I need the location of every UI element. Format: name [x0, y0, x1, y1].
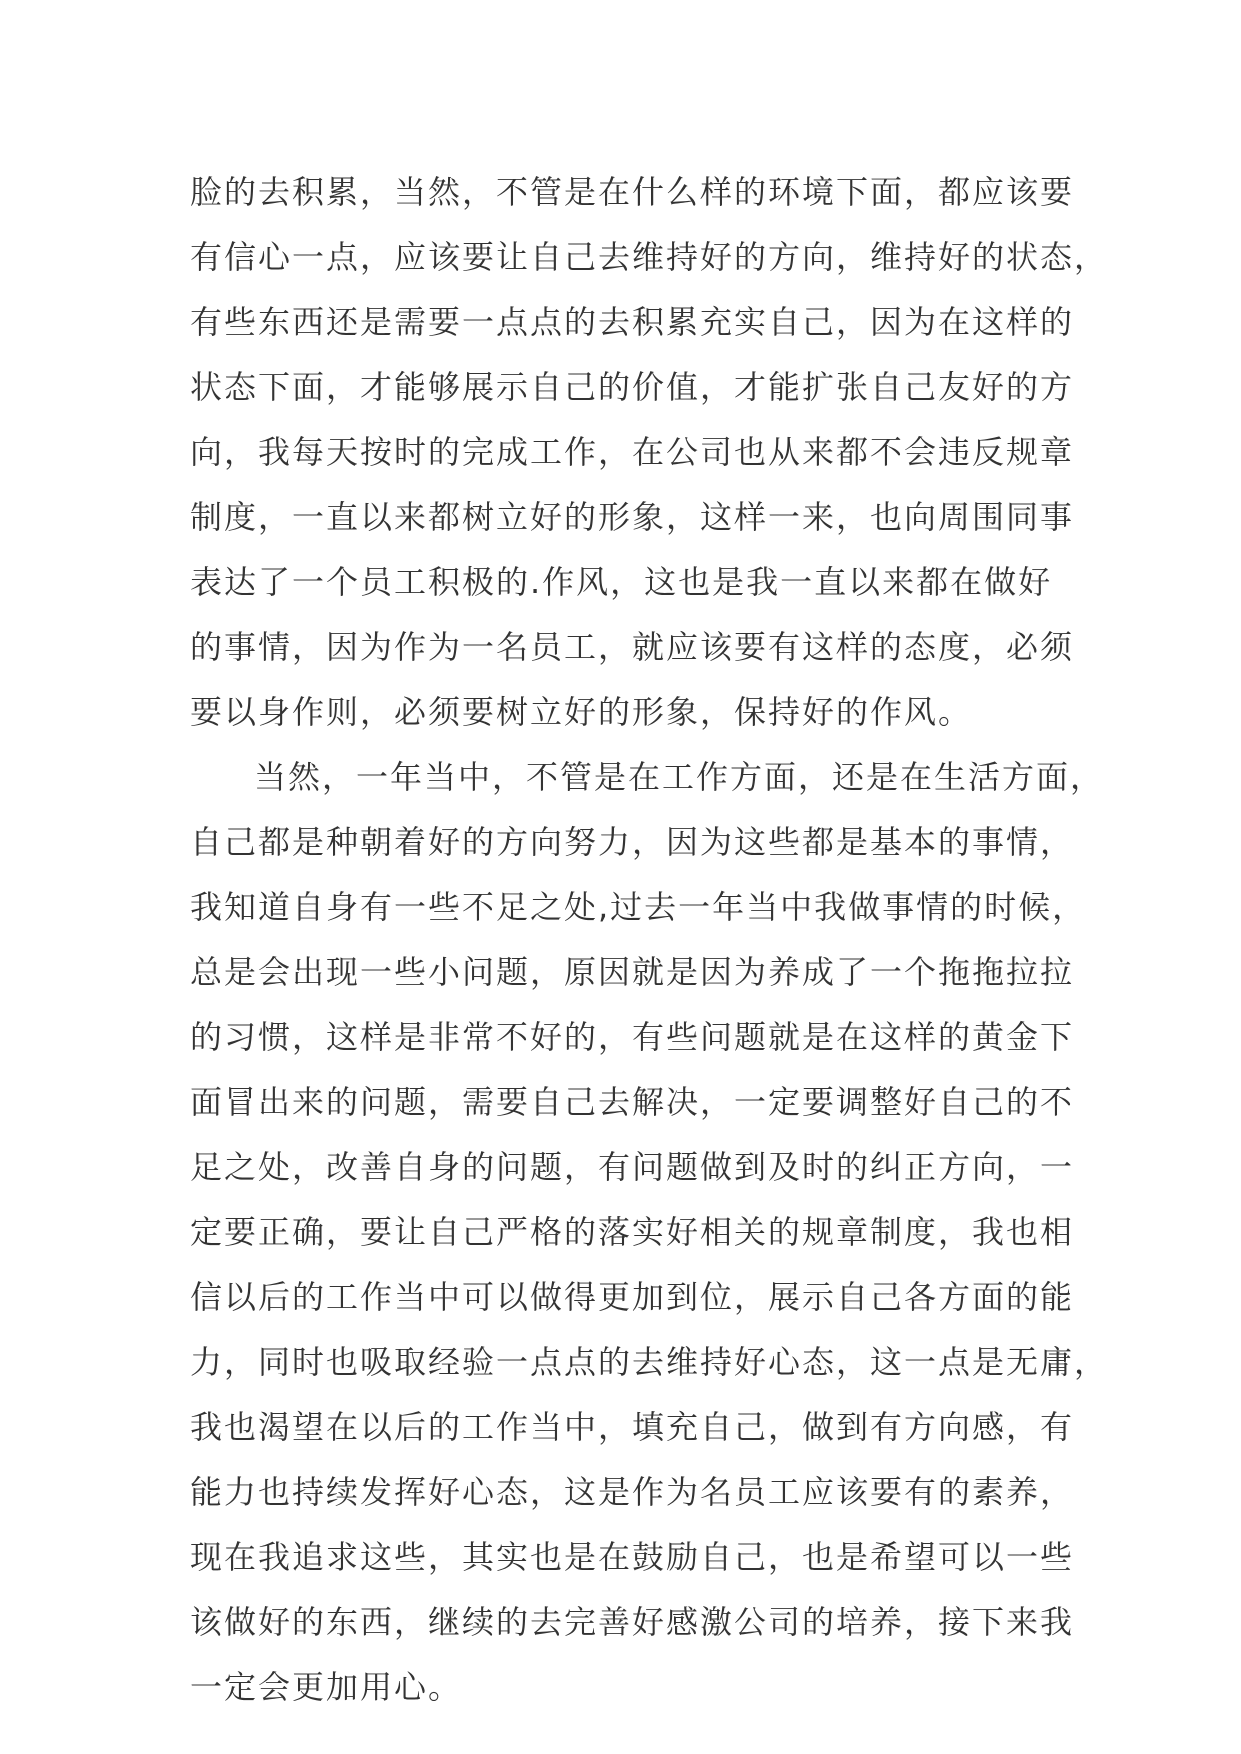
text-line: 的习惯，这样是非常不好的，有些问题就是在这样的黄金下 — [190, 1018, 1075, 1056]
text-line: 我也渴望在以后的工作当中，填充自己，做到有方向感，有 — [190, 1408, 1075, 1446]
text-line: 脸的去积累，当然，不管是在什么样的环境下面，都应该要 — [190, 173, 1075, 211]
text-line: 制度，一直以来都树立好的形象，这样一来，也向周围同事 — [190, 498, 1075, 536]
text-line: 状态下面，才能够展示自己的价值，才能扩张自己友好的方 — [190, 368, 1075, 406]
text-line: 表达了一个员工积极的.作风，这也是我一直以来都在做好 — [190, 563, 1053, 601]
text-line: 一定会更加用心。 — [190, 1668, 463, 1706]
text-line: 面冒出来的问题，需要自己去解决，一定要调整好自己的不 — [190, 1083, 1075, 1121]
text-line: 定要正确，要让自己严格的落实好相关的规章制度，我也相 — [190, 1213, 1075, 1251]
text-line: 当然，一年当中，不管是在工作方面，还是在生活方面， — [254, 758, 1105, 796]
text-line: 现在我追求这些，其实也是在鼓励自己，也是希望可以一些 — [190, 1538, 1075, 1576]
text-line: 有信心一点，应该要让自己去维持好的方向，维持好的状态， — [190, 238, 1109, 276]
text-line: 要以身作则，必须要树立好的形象，保持好的作风。 — [190, 693, 973, 731]
text-line: 信以后的工作当中可以做得更加到位，展示自己各方面的能 — [190, 1278, 1075, 1316]
text-line: 力，同时也吸取经验一点点的去维持好心态，这一点是无庸， — [190, 1343, 1109, 1381]
text-line: 总是会出现一些小问题，原因就是因为养成了一个拖拖拉拉 — [190, 953, 1075, 991]
text-line: 足之处，改善自身的问题，有问题做到及时的纠正方向，一 — [190, 1148, 1075, 1186]
text-line: 自己都是种朝着好的方向努力，因为这些都是基本的事情， — [190, 823, 1075, 861]
text-line: 能力也持续发挥好心态，这是作为名员工应该要有的素养， — [190, 1473, 1075, 1511]
text-line: 我知道自身有一些不足之处,过去一年当中我做事情的时候， — [190, 888, 1087, 926]
text-line: 有些东西还是需要一点点的去积累充实自己，因为在这样的 — [190, 303, 1075, 341]
body-text — [190, 160, 1109, 1720]
paragraph-2 — [190, 745, 1109, 1720]
text-line: 该做好的东西，继续的去完善好感激公司的培养，接下来我 — [190, 1603, 1075, 1641]
text-line: 的事情，因为作为一名员工，就应该要有这样的态度，必须 — [190, 628, 1075, 666]
text-line: 向，我每天按时的完成工作，在公司也从来都不会违反规章 — [190, 433, 1075, 471]
paragraph-1 — [190, 160, 1109, 745]
